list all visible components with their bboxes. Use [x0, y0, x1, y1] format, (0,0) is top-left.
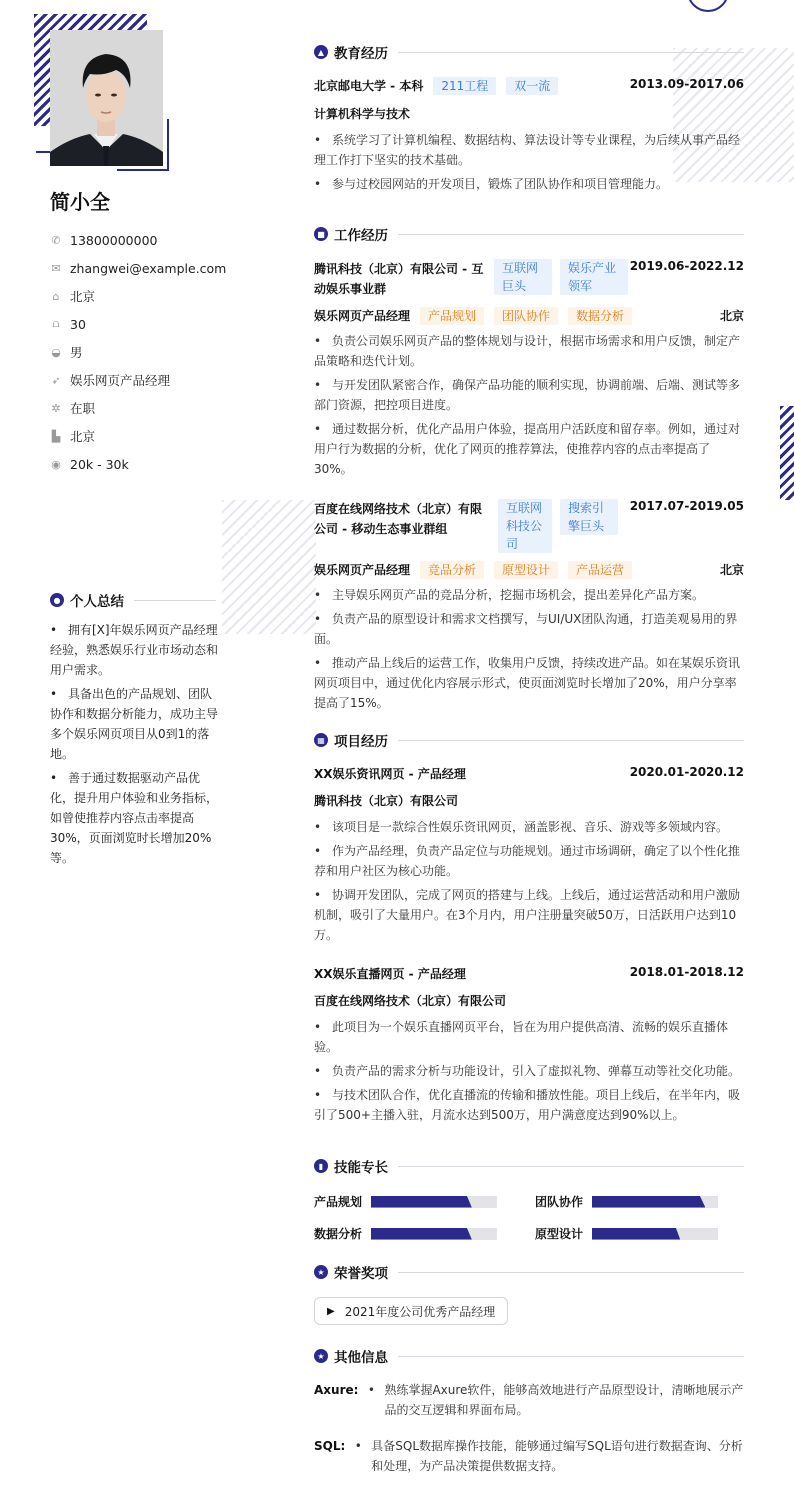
gender-icon: ◒	[51, 345, 61, 359]
contact-info-list	[50, 226, 226, 478]
section-header-summary: ● 个人总结	[50, 590, 216, 610]
info-age: ⩍ 30	[50, 310, 226, 338]
user-icon: ●	[50, 593, 64, 607]
skill-bar	[371, 1196, 497, 1208]
project-details	[314, 817, 744, 945]
tag: 互联网科技公司	[498, 499, 552, 553]
date-range: 2019.06-2022.12	[629, 259, 744, 273]
work-entry	[314, 259, 744, 483]
divider	[134, 600, 216, 601]
info-target-city: ▙ 北京	[51, 429, 96, 444]
job-role: 娱乐网页产品经理	[314, 563, 411, 577]
phone-icon: ✆	[51, 233, 61, 247]
work-entry	[314, 499, 744, 717]
info-phone: ✆ 13800000000	[51, 232, 158, 248]
project-entry	[314, 765, 744, 949]
tag: 互联网巨头	[494, 259, 552, 295]
skill-item: 数据分析	[314, 1225, 497, 1242]
skill-bar	[592, 1228, 718, 1240]
detail-item: • 作为产品经理，负责产品定位与功能规划。通过市场调研，确定了以个性化推荐和用户社区为核心功能。	[314, 844, 741, 878]
detail-item: • 负责产品的原型设计和需求文档撰写，与UI/UX团队沟通，打造美观易用的界面。	[314, 612, 738, 646]
other-info-key: SQL:	[314, 1439, 346, 1453]
date-range: 2020.01-2020.12	[629, 765, 744, 779]
project-company: 腾讯科技（北京）有限公司	[314, 794, 459, 808]
divider	[398, 1272, 744, 1273]
school-name: 北京邮电大学 - 本科	[314, 79, 424, 93]
detail-item: • 负责产品的需求分析与功能设计，引入了虚拟礼物、弹幕互动等社交化功能。	[314, 1064, 741, 1078]
other-info-key: Axure:	[314, 1383, 359, 1397]
status-icon: ✲	[51, 401, 61, 415]
info-gender: ◒ 男	[51, 345, 83, 360]
tag: 产品规划	[420, 307, 484, 325]
tag: 双一流	[506, 77, 558, 95]
tag: 搜索引擎巨头	[560, 499, 618, 535]
skill-item: 原型设计	[535, 1225, 718, 1242]
project-name: XX娱乐直播网页 - 产品经理	[314, 967, 466, 981]
section-header-work: ■ 工作经历	[314, 224, 744, 244]
education-details	[314, 130, 744, 194]
tag: 团队协作	[494, 307, 558, 325]
award-icon: ★	[314, 1265, 328, 1279]
date-range: 2013.09-2017.06	[629, 77, 744, 91]
skill-bar-fill	[371, 1196, 472, 1208]
decorative-stripes-light	[222, 500, 316, 634]
building-icon: ▙	[51, 429, 61, 443]
other-info-item: Axure: • 熟练掌握Axure软件，能够高效地进行产品原型设计，清晰地展示产品的交互逻辑和界面布局。	[314, 1380, 744, 1420]
date-range: 2017.07-2019.05	[629, 499, 744, 513]
divider	[398, 1166, 744, 1167]
detail-item: • 通过数据分析，优化产品用户体验，提高用户活跃度和留存率。例如，通过对用户行为数据的分析，优化了网页的推荐算法，使推荐内容的点击率提高了30%。	[314, 422, 741, 476]
project-entry	[314, 965, 744, 1129]
skill-bar-fill	[592, 1196, 705, 1208]
detail-item: • 协调开发团队，完成了网页的搭建与上线。上线后，通过运营活动和用户激励机制，吸引了大量用户。在3个月内，用户注册量突破50万，日活跃用户达到10万。	[314, 888, 741, 942]
company-name: 腾讯科技（北京）有限公司 - 互动娱乐事业群	[314, 262, 484, 296]
detail-item: • 推动产品上线后的运营工作，收集用户反馈，持续改进产品。如在某娱乐资讯网页项目中，通过优化内容展示形式，使页面浏览时长增加了20%，用户分享率提高了15%。	[314, 656, 741, 710]
job-details	[314, 331, 744, 479]
other-info-value: 具备SQL数据库操作技能，能够通过编写SQL语句进行数据查询、分析和处理，为产品决策提供数据支持。	[371, 1439, 743, 1473]
project-details	[314, 1017, 744, 1125]
summary-item: • 具备出色的产品规划、团队协作和数据分析能力，成功主导多个娱乐网页项目从0到1的落地。	[50, 687, 219, 761]
send-icon: ➶	[51, 373, 61, 387]
other-info-item: SQL: • 具备SQL数据库操作技能，能够通过编写SQL语句进行数据查询、分析和处理，为产品决策提供数据支持。	[314, 1436, 744, 1476]
info-salary: ◉ 20k - 30k	[51, 456, 129, 472]
play-triangle-icon: ▶	[327, 1305, 335, 1317]
info-status: ✲ 在职	[51, 401, 96, 416]
home-icon: ⌂	[52, 289, 60, 303]
location: 北京	[719, 563, 744, 577]
education-entry	[314, 77, 744, 198]
summary-item: • 拥有[X]年娱乐网页产品经理经验，熟悉娱乐行业市场动态和用户需求。	[50, 623, 219, 677]
section-header-education: ▲ 教育经历	[314, 42, 744, 62]
section-header-projects: ▦ 项目经历	[314, 730, 744, 750]
project-company: 百度在线网络技术（北京）有限公司	[314, 994, 507, 1008]
mail-icon: ✉	[51, 261, 61, 275]
salary-icon: ◉	[51, 457, 61, 471]
divider	[398, 52, 744, 53]
info-hometown: ⌂ 北京	[50, 282, 226, 310]
tag: 竞品分析	[420, 561, 484, 579]
skill-bar-fill	[371, 1228, 472, 1240]
detail-item: • 与开发团队紧密合作，确保产品功能的顺利实现，协调前端、后端、测试等多部门资源，把控项目进度。	[314, 378, 741, 412]
summary-list	[50, 620, 218, 872]
graduation-cap-icon: ▲	[314, 45, 328, 59]
major: 计算机科学与技术	[314, 107, 411, 121]
info-icon: ★	[314, 1349, 328, 1363]
detail-item: • 负责公司娱乐网页产品的整体规划与设计，根据市场需求和用户反馈，制定产品策略和迭代计划。	[314, 334, 741, 368]
divider	[398, 1356, 744, 1357]
candidate-name: 简小全	[50, 190, 110, 214]
award-item[interactable]: ▶ 2021年度公司优秀产品经理	[314, 1297, 508, 1325]
location: 北京	[719, 309, 744, 323]
detail-item: • 主导娱乐网页产品的竞品分析，挖掘市场机会，提出差异化产品方案。	[314, 588, 705, 602]
grid-icon: ▦	[314, 733, 328, 747]
detail-item: • 参与过校园网站的开发项目，锻炼了团队协作和项目管理能力。	[314, 177, 669, 191]
project-name: XX娱乐资讯网页 - 产品经理	[314, 767, 466, 781]
skill-item: 产品规划	[314, 1193, 497, 1210]
section-header-awards: ★ 荣誉奖项	[314, 1262, 744, 1282]
divider	[398, 740, 744, 741]
skill-bar	[592, 1196, 718, 1208]
job-role: 娱乐网页产品经理	[314, 309, 411, 323]
decorative-circle	[687, 0, 729, 12]
detail-item: • 系统学习了计算机编程、数据结构、算法设计等专业课程，为后续从事产品经理工作打下坚实的技术基础。	[314, 133, 741, 167]
bar-chart-icon: ▮	[314, 1159, 328, 1173]
age-icon: ⩍	[52, 317, 60, 330]
other-info-value: 熟练掌握Axure软件，能够高效地进行产品原型设计，清晰地展示产品的交互逻辑和界面布局。	[384, 1383, 744, 1417]
job-details	[314, 585, 744, 713]
skill-bar-fill	[592, 1228, 680, 1240]
divider	[398, 234, 744, 235]
section-header-other: ★ 其他信息	[314, 1346, 744, 1366]
tag: 娱乐产业领军	[560, 259, 628, 295]
tag: 数据分析	[568, 307, 632, 325]
tag: 原型设计	[494, 561, 558, 579]
detail-item: • 与技术团队合作，优化直播流的传输和播放性能。项目上线后，在半年内，吸引了500+主播入驻，月流水达到500万，用户满意度达到90%以上。	[314, 1088, 741, 1122]
decorative-stripes-dark	[780, 406, 794, 500]
tag: 产品运营	[568, 561, 632, 579]
skill-bar	[371, 1228, 497, 1240]
tag: 211工程	[433, 77, 496, 95]
skill-item: 团队协作	[535, 1193, 718, 1210]
date-range: 2018.01-2018.12	[629, 965, 744, 979]
info-target-position: ➶ 娱乐网页产品经理	[51, 373, 171, 388]
detail-item: • 该项目是一款综合性娱乐资讯网页，涵盖影视、音乐、游戏等多领域内容。	[314, 820, 729, 834]
company-name: 百度在线网络技术（北京）有限公司 - 移动生态事业群组	[314, 502, 483, 536]
briefcase-icon: ■	[314, 227, 328, 241]
detail-item: • 此项目为一个娱乐直播网页平台，旨在为用户提供高清、流畅的娱乐直播体验。	[314, 1020, 729, 1054]
summary-item: • 善于通过数据驱动产品优化，提升用户体验和业务指标，如曾使推荐内容点击率提高30%，页面浏览时长增加20%等。	[50, 771, 219, 865]
avatar-photo	[50, 30, 163, 166]
info-email: ✉ zhangwei@example.com	[51, 260, 227, 276]
section-header-skills: ▮ 技能专长	[314, 1156, 744, 1176]
